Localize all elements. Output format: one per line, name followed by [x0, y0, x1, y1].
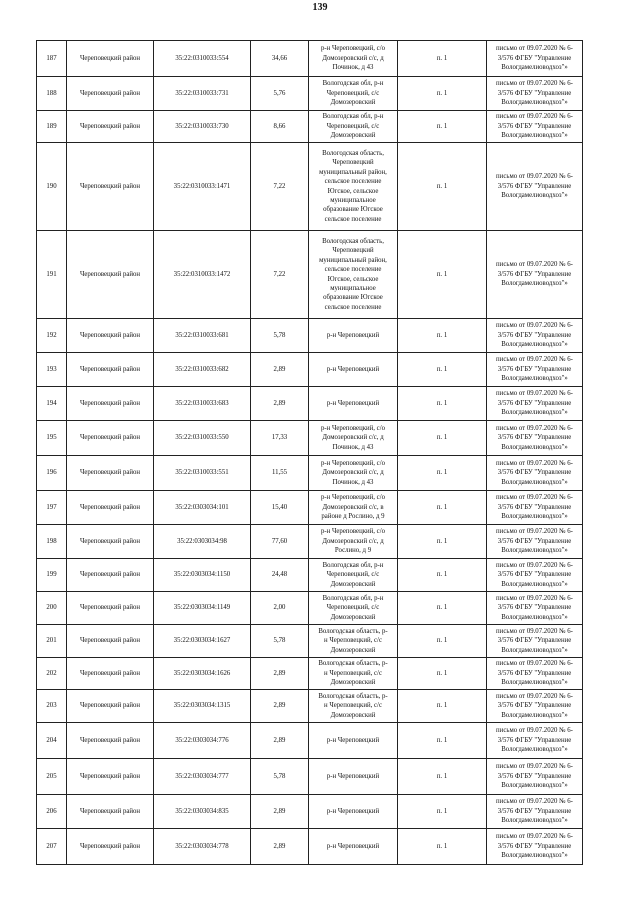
cadastral-number-cell: 35:22:0310033:730 [154, 111, 251, 143]
basis-line: 3/576 ФГБУ "Управление [497, 702, 572, 710]
address-line: Череповецкий, с/с [326, 604, 380, 612]
table-row [37, 723, 583, 759]
address-line: Вологодская область, [322, 237, 384, 245]
address-cell [309, 231, 398, 319]
basis-line: Вологдамелиоводхоз"» [501, 64, 568, 72]
address-line: Череповецкий, с/с [326, 571, 380, 579]
address-line: Вологодская область, [322, 149, 384, 157]
area-cell: 2,89 [251, 353, 309, 387]
address-line: Домозеровский [330, 99, 376, 107]
clause-cell: п. 1 [398, 143, 487, 231]
basis-line: Вологдамелиоводхоз"» [501, 711, 568, 719]
cadastral-number-cell: 35:22:0303034:1626 [154, 658, 251, 690]
address-line: Домозеровский [330, 679, 376, 687]
basis-line: Вологдамелиоводхоз"» [501, 443, 568, 451]
basis-document-cell [487, 143, 583, 231]
row-number: 193 [37, 353, 67, 387]
district-cell: Череповецкий район [67, 231, 154, 319]
address-line: Домозеровский с/с, д [322, 54, 384, 62]
basis-line: Вологдамелиоводхоз"» [501, 341, 568, 349]
address-line: Домозеровский с/с, д [322, 434, 384, 442]
address-cell [309, 421, 398, 456]
basis-line: 3/576 ФГБУ "Управление [497, 537, 572, 545]
cadastral-number-cell: 35:22:0303034:1149 [154, 592, 251, 625]
area-cell: 11,55 [251, 456, 309, 491]
address-line: Череповецкий, с/с [326, 122, 380, 130]
basis-line: 3/576 ФГБУ "Управление [497, 331, 572, 339]
basis-line: 3/576 ФГБУ "Управление [497, 365, 572, 373]
table-row [37, 491, 583, 525]
basis-line: письмо от 09.07.2020 № 6- [496, 798, 573, 806]
row-number: 207 [37, 829, 67, 865]
area-cell: 34,66 [251, 41, 309, 77]
cadastral-number-cell: 35:22:0310033:554 [154, 41, 251, 77]
district-cell: Череповецкий район [67, 491, 154, 525]
clause-cell: п. 1 [398, 592, 487, 625]
basis-line: письмо от 09.07.2020 № 6- [496, 424, 573, 432]
address-cell [309, 690, 398, 723]
area-cell: 5,78 [251, 625, 309, 658]
basis-document-cell [487, 353, 583, 387]
address-line: р-н Череповецкий [326, 807, 380, 815]
cadastral-number-cell: 35:22:0310033:681 [154, 319, 251, 353]
basis-line: письмо от 09.07.2020 № 6- [496, 692, 573, 700]
table-row [37, 353, 583, 387]
address-line: образование Югское [323, 206, 383, 214]
basis-line: письмо от 09.07.2020 № 6- [496, 322, 573, 330]
basis-line: письмо от 09.07.2020 № 6- [496, 173, 573, 181]
district-cell: Череповецкий район [67, 658, 154, 690]
table-row [37, 592, 583, 625]
address-line: Домозеровский [330, 646, 376, 654]
basis-line: 3/576 ФГБУ "Управление [497, 637, 572, 645]
district-cell: Череповецкий район [67, 387, 154, 421]
district-cell: Череповецкий район [67, 143, 154, 231]
address-line: Починок, д 43 [332, 443, 374, 451]
address-line: Югское, сельское [327, 275, 379, 283]
table-row [37, 387, 583, 421]
basis-line: письмо от 09.07.2020 № 6- [496, 356, 573, 364]
clause-cell: п. 1 [398, 387, 487, 421]
basis-document-cell [487, 625, 583, 658]
cadastral-number-cell: 35:22:0310033:551 [154, 456, 251, 491]
basis-line: письмо от 09.07.2020 № 6- [496, 833, 573, 841]
district-cell: Череповецкий район [67, 525, 154, 559]
clause-cell: п. 1 [398, 723, 487, 759]
address-cell [309, 111, 398, 143]
address-line: р-н Череповецкий [326, 399, 380, 407]
address-cell [309, 759, 398, 795]
table-row [37, 41, 583, 77]
area-cell: 2,89 [251, 690, 309, 723]
cadastral-number-cell: 35:22:0303034:1315 [154, 690, 251, 723]
clause-cell: п. 1 [398, 77, 487, 111]
basis-line: письмо от 09.07.2020 № 6- [496, 459, 573, 467]
district-cell: Череповецкий район [67, 723, 154, 759]
cadastral-number-cell: 35:22:0303034:835 [154, 795, 251, 829]
basis-line: Вологдамелиоводхоз"» [501, 478, 568, 486]
cadastral-number-cell: 35:22:0310033:731 [154, 77, 251, 111]
district-cell: Череповецкий район [67, 421, 154, 456]
address-line: р-н Череповецкий, с/о [321, 45, 385, 53]
row-number: 192 [37, 319, 67, 353]
row-number: 203 [37, 690, 67, 723]
table-row [37, 525, 583, 559]
basis-line: 3/576 ФГБУ "Управление [497, 469, 572, 477]
basis-line: письмо от 09.07.2020 № 6- [496, 113, 573, 121]
district-cell: Череповецкий район [67, 795, 154, 829]
basis-line: письмо от 09.07.2020 № 6- [496, 660, 573, 668]
area-cell: 5,78 [251, 319, 309, 353]
row-number: 199 [37, 559, 67, 592]
address-line: сельское поселение [324, 303, 382, 311]
address-cell [309, 41, 398, 77]
area-cell: 2,89 [251, 829, 309, 865]
basis-document-cell [487, 231, 583, 319]
district-cell: Череповецкий район [67, 690, 154, 723]
address-line: муниципальный район, [319, 256, 387, 264]
row-number: 189 [37, 111, 67, 143]
table-row [37, 759, 583, 795]
area-cell: 5,76 [251, 77, 309, 111]
basis-line: Вологдамелиоводхоз"» [501, 547, 568, 555]
area-cell: 24,48 [251, 559, 309, 592]
row-number: 200 [37, 592, 67, 625]
table-row [37, 559, 583, 592]
basis-line: 3/576 ФГБУ "Управление [497, 604, 572, 612]
basis-line: письмо от 09.07.2020 № 6- [496, 390, 573, 398]
land-plots-table [36, 40, 583, 865]
basis-line: 3/576 ФГБУ "Управление [497, 182, 572, 190]
cadastral-number-cell: 35:22:0303034:101 [154, 491, 251, 525]
clause-cell: п. 1 [398, 795, 487, 829]
area-cell: 5,78 [251, 759, 309, 795]
address-line: районе д Рослино, д 9 [321, 513, 385, 521]
address-cell [309, 723, 398, 759]
table-row [37, 77, 583, 111]
cadastral-number-cell: 35:22:0310033:682 [154, 353, 251, 387]
address-line: р-н Череповецкий [326, 772, 380, 780]
basis-line: Вологдамелиоводхоз"» [501, 646, 568, 654]
cadastral-number-cell: 35:22:0310033:550 [154, 421, 251, 456]
address-line: муниципальное [330, 284, 376, 292]
area-cell: 2,89 [251, 658, 309, 690]
table-row [37, 625, 583, 658]
basis-line: Вологдамелиоводхоз"» [501, 852, 568, 860]
address-cell [309, 592, 398, 625]
area-cell: 17,33 [251, 421, 309, 456]
address-line: р-н Череповецкий, с/о [321, 459, 385, 467]
basis-document-cell [487, 491, 583, 525]
basis-line: Вологдамелиоводхоз"» [501, 613, 568, 621]
basis-line: Вологдамелиоводхоз"» [501, 409, 568, 417]
basis-line: Вологдамелиоводхоз"» [501, 280, 568, 288]
row-number: 195 [37, 421, 67, 456]
basis-line: Вологдамелиоводхоз"» [501, 192, 568, 200]
area-cell: 77,60 [251, 525, 309, 559]
address-cell [309, 353, 398, 387]
cadastral-number-cell: 35:22:0303034:1150 [154, 559, 251, 592]
row-number: 204 [37, 723, 67, 759]
address-line: Рослино, д 9 [334, 547, 372, 555]
basis-document-cell [487, 795, 583, 829]
basis-document-cell [487, 387, 583, 421]
row-number: 190 [37, 143, 67, 231]
address-line: муниципальный район, [319, 168, 387, 176]
address-line: Вологодская обл, р-н [322, 80, 384, 88]
basis-line: 3/576 ФГБУ "Управление [497, 571, 572, 579]
address-line: Домозеровский с/с, д [322, 469, 384, 477]
address-line: Починок, д 43 [332, 64, 374, 72]
address-cell [309, 658, 398, 690]
address-line: Домозеровский [330, 711, 376, 719]
basis-document-cell [487, 723, 583, 759]
address-line: Вологодская область, р- [318, 660, 388, 668]
address-line: Вологодская обл, р-н [322, 561, 384, 569]
basis-document-cell [487, 525, 583, 559]
basis-document-cell [487, 829, 583, 865]
district-cell: Череповецкий район [67, 592, 154, 625]
address-line: Домозеровский [330, 613, 376, 621]
row-number: 197 [37, 491, 67, 525]
table-row [37, 421, 583, 456]
address-line: Череповецкий [332, 159, 374, 167]
basis-line: письмо от 09.07.2020 № 6- [496, 627, 573, 635]
address-line: сельское поселение [324, 178, 382, 186]
address-line: Вологодская область, р- [318, 692, 388, 700]
address-cell [309, 456, 398, 491]
cadastral-number-cell: 35:22:0303034:1627 [154, 625, 251, 658]
address-line: образование Югское [323, 294, 383, 302]
row-number: 198 [37, 525, 67, 559]
address-cell [309, 387, 398, 421]
clause-cell: п. 1 [398, 658, 487, 690]
address-cell [309, 319, 398, 353]
address-cell [309, 525, 398, 559]
basis-line: 3/576 ФГБУ "Управление [497, 122, 572, 130]
clause-cell: п. 1 [398, 231, 487, 319]
table-row [37, 690, 583, 723]
district-cell: Череповецкий район [67, 353, 154, 387]
address-line: Вологодская область, р- [318, 627, 388, 635]
district-cell: Череповецкий район [67, 111, 154, 143]
table-row [37, 658, 583, 690]
clause-cell: п. 1 [398, 829, 487, 865]
address-cell [309, 559, 398, 592]
address-cell [309, 143, 398, 231]
row-number: 196 [37, 456, 67, 491]
table-row [37, 319, 583, 353]
area-cell: 7,22 [251, 231, 309, 319]
basis-line: 3/576 ФГБУ "Управление [497, 270, 572, 278]
basis-line: 3/576 ФГБУ "Управление [497, 807, 572, 815]
basis-line: 3/576 ФГБУ "Управление [497, 772, 572, 780]
address-line: сельское поселение [324, 215, 382, 223]
basis-document-cell [487, 456, 583, 491]
basis-line: Вологдамелиоводхоз"» [501, 132, 568, 140]
clause-cell: п. 1 [398, 319, 487, 353]
basis-line: письмо от 09.07.2020 № 6- [496, 561, 573, 569]
row-number: 201 [37, 625, 67, 658]
address-line: р-н Череповецкий, с/о [321, 528, 385, 536]
address-cell [309, 625, 398, 658]
basis-line: 3/576 ФГБУ "Управление [497, 399, 572, 407]
basis-document-cell [487, 690, 583, 723]
area-cell: 15,40 [251, 491, 309, 525]
district-cell: Череповецкий район [67, 829, 154, 865]
row-number: 205 [37, 759, 67, 795]
address-line: н Череповецкий, с/с [324, 637, 382, 645]
address-line: Вологодская обл, р-н [322, 594, 384, 602]
address-line: Починок, д 43 [332, 478, 374, 486]
clause-cell: п. 1 [398, 421, 487, 456]
basis-document-cell [487, 658, 583, 690]
area-cell: 7,22 [251, 143, 309, 231]
page-number: 139 [312, 2, 328, 13]
basis-line: 3/576 ФГБУ "Управление [497, 503, 572, 511]
basis-line: письмо от 09.07.2020 № 6- [496, 494, 573, 502]
basis-line: Вологдамелиоводхоз"» [501, 782, 568, 790]
district-cell: Череповецкий район [67, 77, 154, 111]
address-line: р-н Череповецкий [326, 331, 380, 339]
clause-cell: п. 1 [398, 456, 487, 491]
basis-line: 3/576 ФГБУ "Управление [497, 842, 572, 850]
district-cell: Череповецкий район [67, 559, 154, 592]
area-cell: 2,00 [251, 592, 309, 625]
cadastral-number-cell: 35:22:0310033:683 [154, 387, 251, 421]
basis-line: письмо от 09.07.2020 № 6- [496, 594, 573, 602]
basis-line: письмо от 09.07.2020 № 6- [496, 45, 573, 53]
address-line: р-н Череповецкий, с/о [321, 494, 385, 502]
clause-cell: п. 1 [398, 525, 487, 559]
table-row [37, 143, 583, 231]
basis-line: 3/576 ФГБУ "Управление [497, 669, 572, 677]
table-row [37, 456, 583, 491]
clause-cell: п. 1 [398, 559, 487, 592]
basis-line: 3/576 ФГБУ "Управление [497, 89, 572, 97]
basis-document-cell [487, 319, 583, 353]
cadastral-number-cell: 35:22:0303034:98 [154, 525, 251, 559]
address-line: Домозеровский с/с, в [322, 503, 384, 511]
address-line: р-н Череповецкий [326, 736, 380, 744]
basis-line: 3/576 ФГБУ "Управление [497, 54, 572, 62]
basis-line: письмо от 09.07.2020 № 6- [496, 727, 573, 735]
cadastral-number-cell: 35:22:0303034:776 [154, 723, 251, 759]
area-cell: 2,89 [251, 795, 309, 829]
district-cell: Череповецкий район [67, 759, 154, 795]
row-number: 191 [37, 231, 67, 319]
basis-line: письмо от 09.07.2020 № 6- [496, 763, 573, 771]
clause-cell: п. 1 [398, 41, 487, 77]
row-number: 206 [37, 795, 67, 829]
address-line: н Череповецкий, с/с [324, 702, 382, 710]
address-line: Домозеровский [330, 580, 376, 588]
row-number: 194 [37, 387, 67, 421]
district-cell: Череповецкий район [67, 456, 154, 491]
basis-document-cell [487, 559, 583, 592]
row-number: 188 [37, 77, 67, 111]
basis-document-cell [487, 592, 583, 625]
clause-cell: п. 1 [398, 625, 487, 658]
address-line: Череповецкий, с/с [326, 89, 380, 97]
cadastral-number-cell: 35:22:0310033:1472 [154, 231, 251, 319]
address-cell [309, 491, 398, 525]
address-cell [309, 795, 398, 829]
address-line: р-н Череповецкий [326, 365, 380, 373]
cadastral-number-cell: 35:22:0310033:1471 [154, 143, 251, 231]
row-number: 187 [37, 41, 67, 77]
basis-line: Вологдамелиоводхоз"» [501, 679, 568, 687]
clause-cell: п. 1 [398, 491, 487, 525]
clause-cell: п. 1 [398, 690, 487, 723]
address-line: Череповецкий [332, 247, 374, 255]
district-cell: Череповецкий район [67, 41, 154, 77]
basis-line: Вологдамелиоводхоз"» [501, 817, 568, 825]
area-cell: 2,89 [251, 387, 309, 421]
cadastral-number-cell: 35:22:0303034:777 [154, 759, 251, 795]
area-cell: 2,89 [251, 723, 309, 759]
table-row [37, 111, 583, 143]
address-line: Югское, сельское [327, 187, 379, 195]
basis-line: 3/576 ФГБУ "Управление [497, 736, 572, 744]
address-cell [309, 829, 398, 865]
address-line: н Череповецкий, с/с [324, 669, 382, 677]
address-line: р-н Череповецкий [326, 842, 380, 850]
basis-document-cell [487, 759, 583, 795]
basis-line: письмо от 09.07.2020 № 6- [496, 80, 573, 88]
district-cell: Череповецкий район [67, 319, 154, 353]
basis-document-cell [487, 111, 583, 143]
address-line: Домозеровский [330, 132, 376, 140]
clause-cell: п. 1 [398, 759, 487, 795]
address-line: Вологодская обл, р-н [322, 113, 384, 121]
basis-document-cell [487, 421, 583, 456]
table-row [37, 829, 583, 865]
basis-line: Вологдамелиоводхоз"» [501, 746, 568, 754]
basis-line: Вологдамелиоводхоз"» [501, 375, 568, 383]
area-cell: 8,66 [251, 111, 309, 143]
clause-cell: п. 1 [398, 111, 487, 143]
row-number: 202 [37, 658, 67, 690]
table-row [37, 231, 583, 319]
basis-document-cell [487, 77, 583, 111]
address-line: муниципальное [330, 196, 376, 204]
basis-line: письмо от 09.07.2020 № 6- [496, 528, 573, 536]
address-line: сельское поселение [324, 266, 382, 274]
clause-cell: п. 1 [398, 353, 487, 387]
district-cell: Череповецкий район [67, 625, 154, 658]
address-cell [309, 77, 398, 111]
address-line: р-н Череповецкий, с/о [321, 424, 385, 432]
basis-line: письмо от 09.07.2020 № 6- [496, 261, 573, 269]
address-line: Домозеровский с/с, д [322, 537, 384, 545]
table-row [37, 795, 583, 829]
cadastral-number-cell: 35:22:0303034:778 [154, 829, 251, 865]
basis-line: Вологдамелиоводхоз"» [501, 99, 568, 107]
basis-document-cell [487, 41, 583, 77]
basis-line: Вологдамелиоводхоз"» [501, 513, 568, 521]
basis-line: Вологдамелиоводхоз"» [501, 580, 568, 588]
basis-line: 3/576 ФГБУ "Управление [497, 434, 572, 442]
